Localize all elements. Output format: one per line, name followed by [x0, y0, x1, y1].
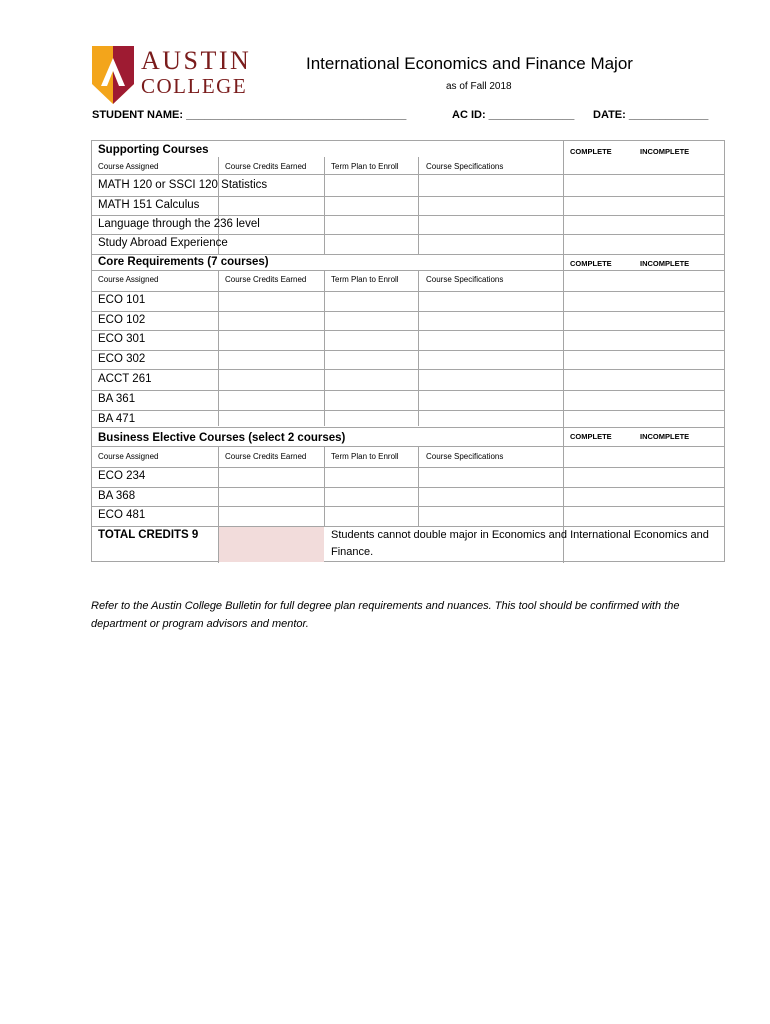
course-row: MATH 151 Calculus: [98, 199, 200, 211]
degree-plan-table: [91, 140, 725, 562]
column-header-credits: Course Credits Earned: [225, 452, 307, 461]
section-title-core: Core Requirements (7 courses): [98, 256, 269, 268]
column-header-course: Course Assigned: [98, 275, 159, 284]
column-header-credits: Course Credits Earned: [225, 162, 307, 171]
page-title: International Economics and Finance Major: [306, 54, 633, 73]
course-row: BA 368: [98, 490, 136, 502]
course-row: ECO 302: [98, 353, 146, 365]
complete-label: COMPLETE: [570, 259, 612, 268]
course-row: ACCT 261: [98, 373, 152, 385]
college-wordmark: [141, 48, 251, 97]
student-name-field[interactable]: STUDENT NAME: ____________________________________: [92, 109, 407, 121]
column-header-course: Course Assigned: [98, 452, 159, 461]
course-row: MATH 120 or SSCI 120 Statistics: [98, 179, 268, 191]
column-header-specs: Course Specifications: [426, 452, 504, 461]
course-row: Study Abroad Experience: [98, 237, 228, 249]
course-row: ECO 102: [98, 314, 146, 326]
incomplete-label: INCOMPLETE: [640, 259, 690, 268]
course-row: ECO 101: [98, 294, 146, 306]
incomplete-label: INCOMPLETE: [640, 432, 690, 441]
section-title-supporting: Supporting Courses: [98, 144, 209, 156]
footer-note: Refer to the Austin College Bulletin for full degree plan requirements and nuances. This tool should be confirmed with the department or program advisors and mentor.: [91, 600, 680, 630]
course-row: ECO 481: [98, 509, 146, 521]
complete-label: COMPLETE: [570, 147, 612, 156]
date-field[interactable]: DATE: _____________: [593, 109, 709, 121]
shield-icon: [92, 46, 134, 104]
column-header-specs: Course Specifications: [426, 275, 504, 284]
course-row: BA 361: [98, 393, 136, 405]
complete-label: COMPLETE: [570, 432, 612, 441]
column-header-credits: Course Credits Earned: [225, 275, 307, 284]
total-credits-label: TOTAL CREDITS 9: [98, 529, 199, 541]
page-subtitle: as of Fall 2018: [446, 81, 512, 92]
column-header-term: Term Plan to Enroll: [331, 275, 399, 284]
course-row: ECO 301: [98, 333, 146, 345]
logo-line-1: AUSTIN: [141, 46, 252, 75]
section-title-business-electives: Business Elective Courses (select 2 courses): [98, 432, 346, 444]
course-row: BA 471: [98, 413, 136, 425]
ac-id-field[interactable]: AC ID: ______________: [452, 109, 575, 121]
column-header-term: Term Plan to Enroll: [331, 452, 399, 461]
total-credits-cell[interactable]: [219, 527, 324, 562]
college-logo: [92, 46, 277, 108]
logo-line-2: COLLEGE: [141, 74, 248, 98]
column-header-term: Term Plan to Enroll: [331, 162, 399, 171]
column-header-course: Course Assigned: [98, 162, 159, 171]
course-row: Language through the 236 level: [98, 218, 260, 230]
course-row: ECO 234: [98, 470, 146, 482]
double-major-note: Students cannot double major in Economics and International Economics and Finance.: [331, 529, 709, 558]
column-header-specs: Course Specifications: [426, 162, 504, 171]
incomplete-label: INCOMPLETE: [640, 147, 690, 156]
